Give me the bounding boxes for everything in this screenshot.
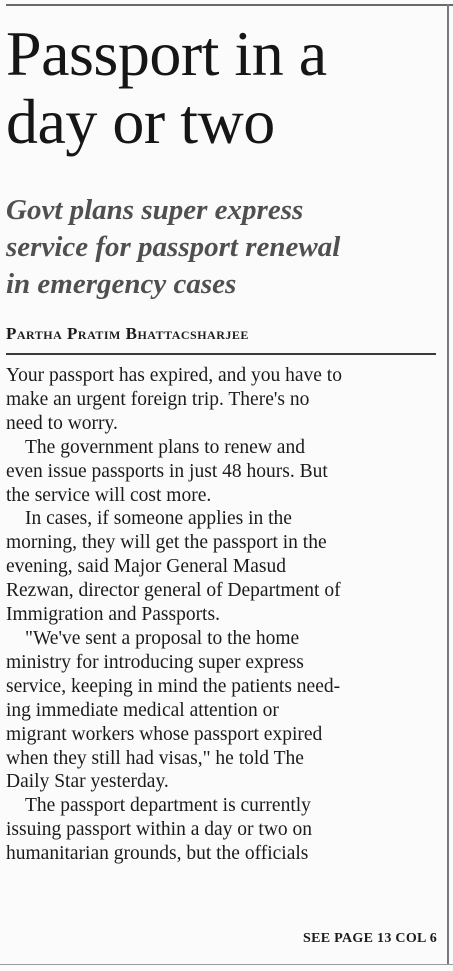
subheadline-line-3: in emergency cases <box>6 268 237 300</box>
body-line: The government plans to renew and <box>25 436 305 458</box>
body-line: Immigration and Passports. <box>6 604 220 626</box>
subheadline-line-1: Govt plans super express <box>6 194 304 226</box>
body-line: The passport department is currently <box>25 795 311 817</box>
body-line: even issue passports in just 48 hours. But <box>6 460 328 482</box>
column-divider-rule <box>447 4 449 965</box>
body-line: issuing passport within a day or two on <box>6 819 313 841</box>
body-line: Rezwan, director general of Department of <box>6 580 341 602</box>
paragraph-3 <box>6 507 438 627</box>
body-line: need to worry. <box>6 412 118 434</box>
body-line: when they still had visas," he told The <box>6 747 304 769</box>
paragraph-4 <box>6 627 438 794</box>
article-body <box>6 364 438 866</box>
headline-line-1: Passport in a <box>6 18 327 89</box>
body-line: ministry for introducing super express <box>6 651 304 673</box>
top-border-rule <box>6 4 453 6</box>
bottom-border-rule <box>0 964 453 965</box>
byline: Partha Pratim Bhattacsharjee <box>6 324 249 343</box>
body-line: Your passport has expired, and you have to <box>6 365 342 386</box>
body-line: the service will cost more. <box>6 484 212 506</box>
headline-line-2: day or two <box>6 86 275 157</box>
paragraph-1 <box>6 364 438 436</box>
body-line: "We've sent a proposal to the home <box>25 627 300 649</box>
continuation-reference: SEE PAGE 13 COL 6 <box>303 931 437 946</box>
body-line: In cases, if someone applies in the <box>25 508 292 530</box>
body-line: Daily Star yesterday. <box>6 771 169 793</box>
body-line: service, keeping in mind the patients need- <box>6 675 341 697</box>
paragraph-5 <box>6 794 438 866</box>
body-line: make an urgent foreign trip. There's no <box>6 388 310 410</box>
body-line: migrant workers whose passport expired <box>6 723 323 745</box>
body-line: morning, they will get the passport in the <box>6 532 327 554</box>
body-line: ing immediate medical attention or <box>6 699 279 721</box>
subheadline-line-2: service for passport renewal <box>6 231 341 263</box>
paragraph-2 <box>6 436 438 508</box>
body-line: humanitarian grounds, but the officials <box>6 843 309 865</box>
subheadline <box>6 192 436 303</box>
body-line: evening, said Major General Masud <box>6 556 286 578</box>
headline <box>6 20 436 156</box>
byline-rule <box>6 353 436 355</box>
